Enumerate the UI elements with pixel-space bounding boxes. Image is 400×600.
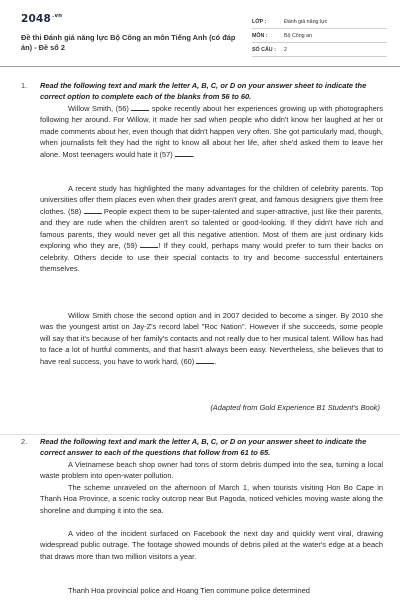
answer-blank-57 <box>175 149 193 157</box>
header-divider <box>0 66 400 67</box>
page-header <box>0 0 400 62</box>
logo-suffix: .vn <box>52 13 63 19</box>
exam-meta <box>252 16 387 58</box>
answer-blank-60 <box>196 356 217 366</box>
text-run: . <box>192 149 195 159</box>
text-run: ! If they could, perhaps many would prefer to turn their backs on celebrity. Others decide to use their special contacts to try and become successful entertainers themselves. <box>40 241 383 274</box>
meta-row-subject <box>252 30 387 43</box>
text-run: . <box>214 356 217 366</box>
text-run: spoke recently about her experiences growing up with photographers following her around. For Willow, it made her sad when people who didn't know her laughed at her or made comments about her, even though that didn't happen very often. She got particularly mad, though, when journalists felt they had the right to know all about her life, after she'd asked them to leave her alone. Most teenagers would hate it (57) <box>40 104 383 159</box>
passage-paragraph: Thanh Hoa provincial police and Hoang Tien commune police determined <box>68 586 310 595</box>
meta-row-class <box>252 16 387 29</box>
exam-title: Đề thi Đánh giá năng lực Bộ Công an môn Tiếng Anh (có đáp án) - Đề số 2 <box>21 33 236 52</box>
meta-row-question-count <box>252 44 387 57</box>
exam-content <box>0 72 400 600</box>
text-run: A recent study has highlighted the many advantages for the children of celebrity parents. Top universities offer them places even when their grades aren't great, and famous designers give them free clothes. (58) <box>40 184 383 216</box>
passage-source: (Adapted from Gold Experience B1 Student's Book) <box>210 403 380 412</box>
question-separator <box>0 434 400 435</box>
logo-text: 2048 <box>21 13 52 25</box>
meta-value: 2 <box>284 47 287 53</box>
site-logo[interactable] <box>21 13 62 25</box>
passage-paragraph: The scheme unraveled on the afternoon of March 1, when tourists visiting Hon Bo Cape in Thanh Hoa Province, a scenic rocky outcrop near But Pagoda, noticed vehicles moving waste along the shoreline and dumping it into the sea. <box>40 483 383 515</box>
passage-paragraph <box>40 310 383 367</box>
meta-value: Bộ Công an <box>284 33 312 39</box>
passage-paragraph: A video of the incident surfaced on Facebook the next day and quickly went viral, drawing widespread public outrage. The footage showed mounds of debris piled at the water's edge at a beach that draws more than two million visitors a year. <box>40 529 383 561</box>
question-number: 2. <box>21 437 28 446</box>
answer-blank-59 <box>140 240 158 248</box>
meta-key: SỐ CÂU : <box>252 47 276 53</box>
meta-value: Đánh giá năng lực <box>284 19 328 25</box>
answer-blank-56 <box>131 103 149 111</box>
passage-paragraph <box>40 103 383 160</box>
question-instruction: Read the following text and mark the letter A, B, C, or D on your answer sheet to indicate the correct option to complete each of the blanks from 56 to 60. <box>40 81 367 102</box>
answer-blank-58 <box>84 206 102 214</box>
passage-paragraph: A Vietnamese beach shop owner had tons of storm debris dumped into the sea, turning a local waste problem into open-water pollution. <box>40 460 383 481</box>
text-run: People expect them to be super-talented and super-attractive, just like their parents, and they are rude when the children aren't so talented or good-looking. If they didn't have rich and famous parents, they would never get all this negative attention. Most of them are just ordinary kids exploring who they are, (59) <box>40 206 383 251</box>
passage-paragraph <box>40 183 383 275</box>
question-instruction: Read the following text and mark the letter A, B, C, or D on your answer sheet to indicate the correct answer to each of the questions that follow from 61 to 65. <box>40 437 367 458</box>
meta-key: LỚP : <box>252 19 267 25</box>
meta-key: MÔN : <box>252 33 268 39</box>
text-run: Willow Smith chose the second option and in 2007 decided to become a singer. By 2010 she was the youngest artist on Jay-Z's record label "Roc Nation". However if she succeeds, some people will say that it's because of her family's contacts and not really due to her musical talent. Willow has had to face a lot of hurtful comments, and that hasn't always been easy. Nevertheless, she believes that to have real success, you have to work hard, (60) <box>40 311 383 366</box>
text-run: Willow Smith, (56) <box>68 104 132 113</box>
question-number: 1. <box>21 81 28 90</box>
